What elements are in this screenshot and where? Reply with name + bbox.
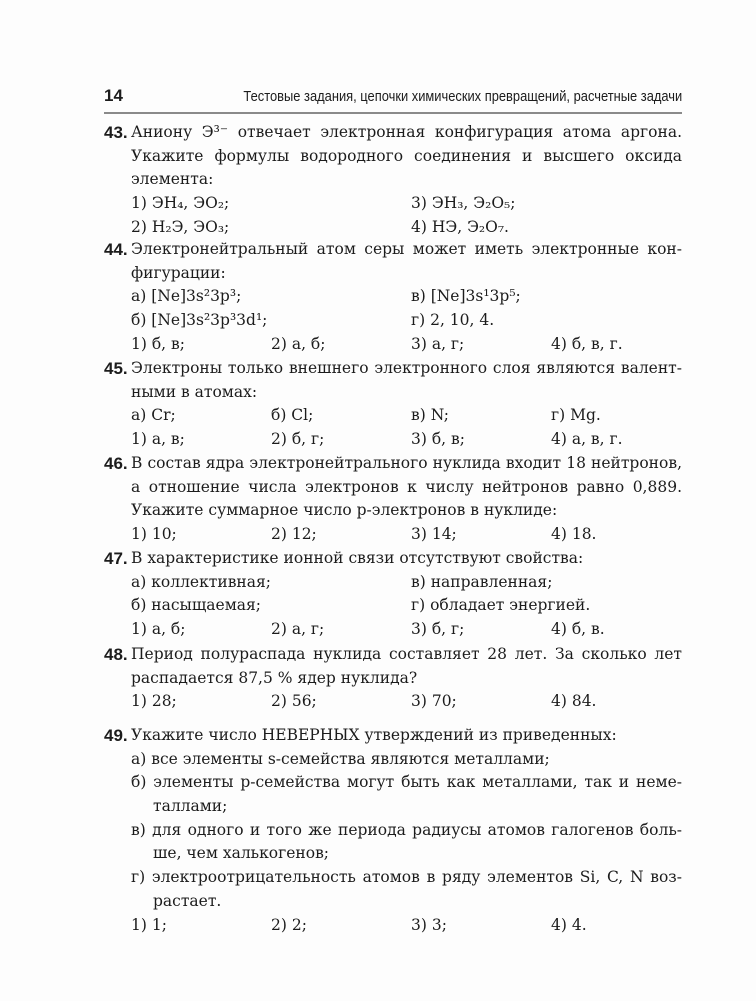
statement-item: в) [Ne]3s¹3p⁵;: [411, 287, 521, 306]
answer-option: 2) 2;: [271, 915, 307, 934]
answer-option: 4) 4.: [551, 915, 587, 934]
answer-option: 1) а, в;: [131, 430, 185, 449]
question-text: Укажите суммарное число p-электронов в нуклиде:: [131, 501, 558, 520]
statement-item: а) коллективная;: [131, 572, 271, 591]
answer-option: 1) 28;: [131, 692, 177, 711]
answer-option: 3) б, г;: [411, 620, 465, 639]
statement-item: б) элементы p-семейства могут быть как металлами, так и неме-: [131, 773, 682, 792]
question-number: 44.: [104, 240, 128, 259]
answer-option: 4) 84.: [551, 692, 597, 711]
answer-option: 1) б, в;: [131, 334, 185, 353]
question-text: В характеристике ионной связи отсутствуют свойства:: [131, 549, 584, 567]
question-text: Аниону Э³⁻ отвечает электронная конфигурация атома аргона.: [131, 123, 682, 141]
answer-option: 3) 3;: [411, 915, 447, 934]
statement-item: а) все элементы s-семейства являются металлами;: [131, 749, 550, 768]
answer-option: 3) а, г;: [411, 334, 465, 353]
statement-item: в) направленная;: [411, 572, 553, 591]
answer-option: 1) а, б;: [131, 620, 186, 639]
statement-item: а) Cr;: [131, 406, 176, 425]
question-number: 43.: [104, 123, 128, 142]
statement-item: ше, чем халькогенов;: [153, 844, 330, 863]
statement-item: таллами;: [153, 797, 228, 816]
question-49: [104, 724, 682, 937]
question-text: фигурации:: [131, 263, 226, 282]
question-45: [104, 357, 682, 452]
statement-item: в) N;: [411, 406, 449, 425]
question-number: 48.: [104, 645, 128, 664]
answer-option: 4) а, в, г.: [551, 430, 623, 449]
answer-option: 2) H₂Э, ЭO₃;: [131, 217, 230, 236]
answer-option: 4) б, в.: [551, 620, 605, 639]
statement-item: г) электроотрицательность атомов в ряду элементов Si, C, N воз-: [131, 868, 682, 887]
answer-option: 1) 10;: [131, 525, 177, 544]
question-number: 46.: [104, 454, 128, 473]
question-text: Укажите формулы водородного соединения и высшего оксида: [131, 146, 682, 165]
question-number: 47.: [104, 549, 128, 568]
statement-item: г) 2, 10, 4.: [411, 311, 495, 330]
question-text: Укажите число НЕВЕРНЫХ утверждений из приведенных:: [131, 726, 617, 744]
question-46: [104, 452, 682, 547]
question-number: 49.: [104, 726, 128, 745]
running-title: Тестовые задания, цепочки химических превращений, расчетные задачи: [243, 88, 682, 105]
page-number: 14: [104, 86, 123, 105]
answer-option: 1) ЭH₄, ЭO₂;: [131, 194, 230, 213]
statement-item: б) [Ne]3s²3p³3d¹;: [131, 311, 268, 330]
statement-item: в) для одного и того же периода радиусы атомов галогенов боль-: [131, 820, 682, 839]
question-text: Период полураспада нуклида составляет 28 лет. За сколько лет: [131, 645, 682, 663]
statement-item: г) обладает энергией.: [411, 596, 591, 615]
answer-option: 2) 12;: [271, 525, 317, 544]
answer-option: 2) б, г;: [271, 430, 325, 449]
question-text: распадается 87,5 % ядер нуклида?: [131, 668, 418, 687]
statement-item: б) Cl;: [271, 406, 314, 425]
question-43: [104, 121, 682, 239]
answer-option: 3) ЭH₃, Э₂O₅;: [411, 194, 516, 213]
statement-item: а) [Ne]3s²3p³;: [131, 287, 242, 306]
statement-item: растает.: [153, 891, 222, 910]
question-47: [104, 547, 682, 642]
question-44: [104, 238, 682, 356]
answer-option: 3) б, в;: [411, 430, 465, 449]
question-text: а отношение числа электронов к числу нейтронов равно 0,889.: [131, 477, 682, 496]
answer-option: 3) 14;: [411, 525, 457, 544]
answer-option: 4) б, в, г.: [551, 334, 623, 353]
answer-option: 2) 56;: [271, 692, 317, 711]
question-text: Электроны только внешнего электронного слоя являются валент-: [131, 359, 682, 377]
answer-option: 1) 1;: [131, 915, 167, 934]
question-number: 45.: [104, 359, 128, 378]
answer-option: 4) 18.: [551, 525, 597, 544]
page-header: [104, 84, 682, 114]
question-text: ными в атомах:: [131, 382, 258, 401]
question-text: элемента:: [131, 170, 214, 189]
answer-option: 3) 70;: [411, 692, 457, 711]
question-text: Электронейтральный атом серы может иметь электронные кон-: [131, 240, 682, 258]
answer-option: 2) а, б;: [271, 334, 326, 353]
question-text: В состав ядра электронейтрального нуклида входит 18 нейтронов,: [131, 454, 682, 472]
question-48: [104, 643, 682, 714]
statement-item: г) Mg.: [551, 406, 601, 425]
statement-item: б) насыщаемая;: [131, 596, 262, 615]
answer-option: 2) а, г;: [271, 620, 325, 639]
answer-option: 4) HЭ, Э₂O₇.: [411, 217, 509, 236]
